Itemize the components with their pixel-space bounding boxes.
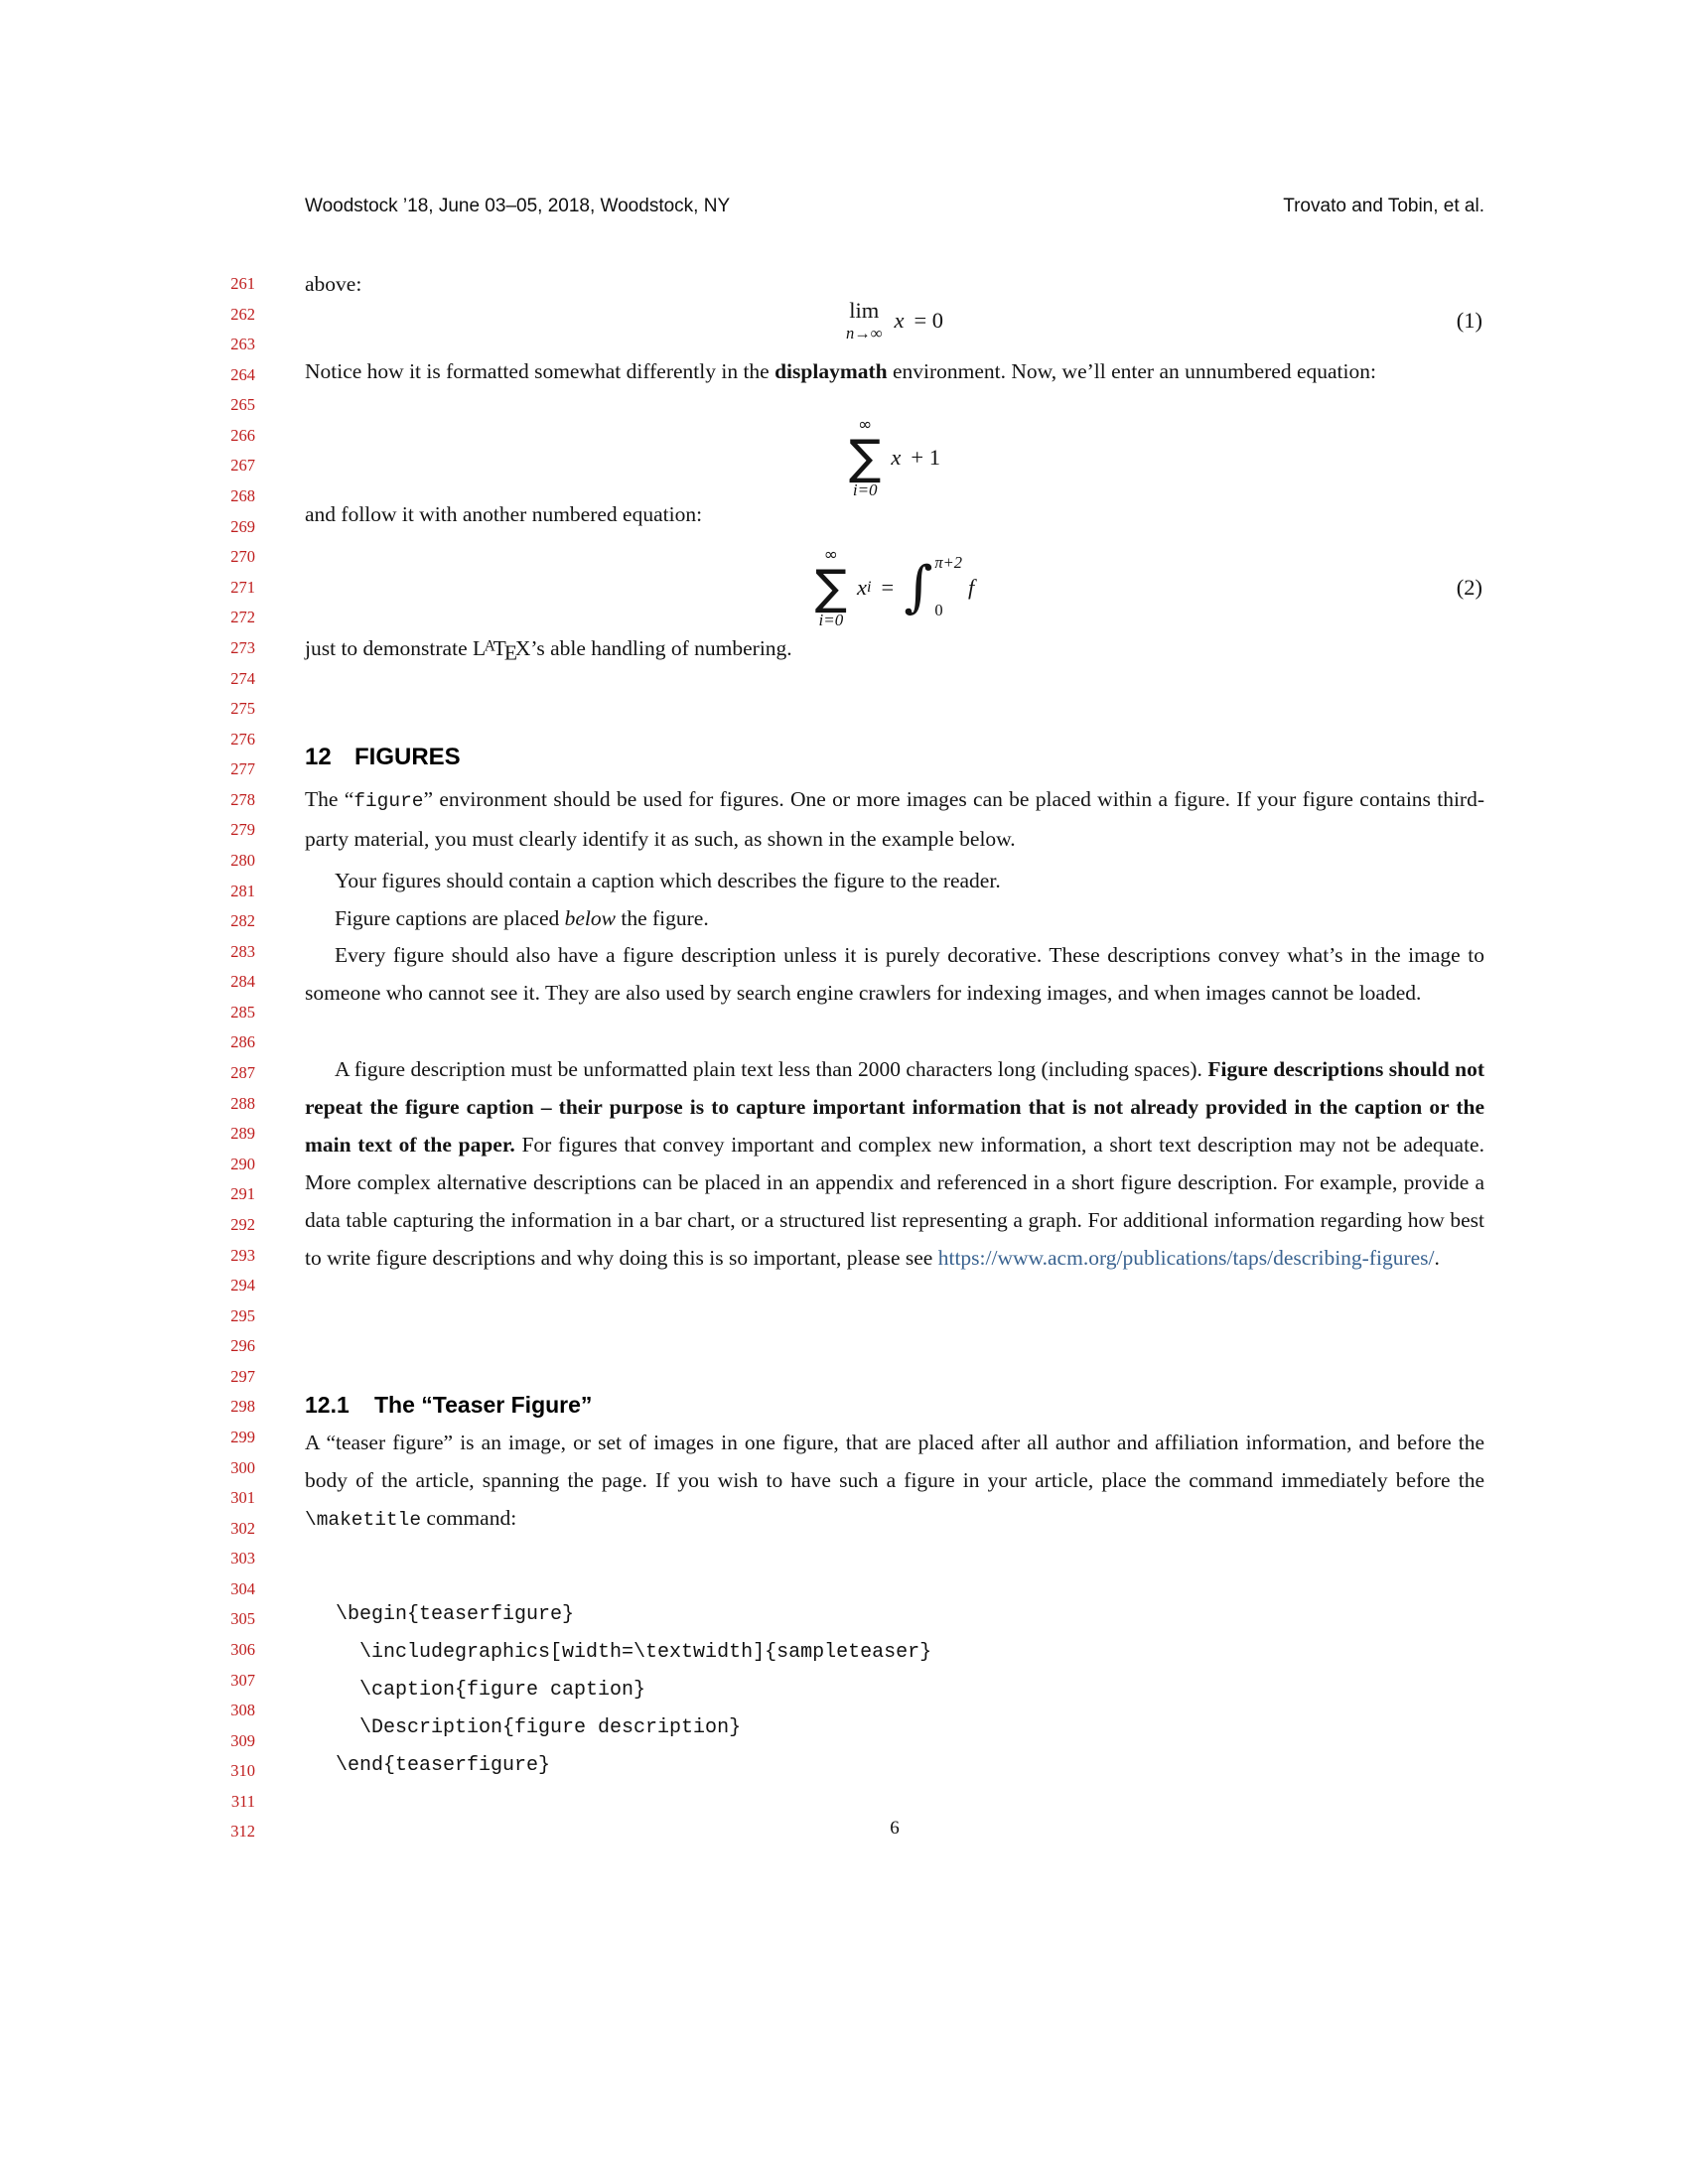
line-number: 269	[230, 516, 255, 536]
line-number: 262	[230, 304, 255, 324]
line-number: 265	[230, 395, 255, 415]
eq2-subscript: i	[867, 579, 872, 596]
paragraph-notice	[305, 352, 1484, 390]
line-number: 294	[230, 1276, 255, 1296]
line-number: 261	[230, 274, 255, 293]
sigma-glyph-2: ∑	[814, 559, 848, 615]
line-number: 263	[230, 335, 255, 354]
line-number: 290	[230, 1154, 255, 1173]
integral-glyph: ∫	[904, 555, 933, 619]
line-number: 268	[230, 486, 255, 506]
line-number: 293	[230, 1245, 255, 1265]
equation-2-number: (2)	[1456, 575, 1482, 600]
just-text-end: ’s able handling of numbering.	[530, 636, 792, 660]
paragraph-captions: Figure captions are placed below the figure.	[335, 906, 709, 930]
line-number: 296	[230, 1336, 255, 1356]
line-number: 285	[230, 1002, 255, 1022]
sum2-upper-limit: ∞	[823, 544, 838, 565]
displaymath-bold: displaymath	[774, 359, 888, 383]
eq1-rhs: = 0	[914, 308, 944, 333]
line-number: 289	[230, 1124, 255, 1144]
line-number: 307	[230, 1670, 255, 1690]
line-number: 302	[230, 1518, 255, 1538]
subsection-heading-teaser	[305, 1389, 592, 1421]
lim-limits: n→∞	[845, 324, 883, 342]
line-number: 264	[230, 364, 255, 384]
line-number: 287	[230, 1063, 255, 1083]
code-line: \Description{figure description}	[336, 1716, 742, 1739]
line-number: 309	[230, 1730, 255, 1750]
line-number: 276	[230, 729, 255, 749]
line-number: 297	[230, 1366, 255, 1386]
sum-operator	[849, 414, 882, 500]
notice-text: Notice how it is formatted somewhat differently in the	[305, 359, 775, 383]
line-number: 277	[230, 759, 255, 779]
code-line: \includegraphics[width=\textwidth]{sampleteaser}	[336, 1641, 932, 1664]
describing-figures-link[interactable]: https://www.acm.org/publications/taps/describing-figures/	[937, 1246, 1435, 1270]
line-number: 305	[230, 1609, 255, 1629]
paragraph-your-figures: Your figures should contain a caption which describes the figure to the reader.	[335, 869, 1001, 892]
line-number: 280	[230, 850, 255, 870]
sigma-glyph: ∑	[849, 429, 882, 485]
just-text: just to demonstrate	[305, 636, 473, 660]
header-authors: Trovato and Tobin, et al.	[1283, 196, 1484, 216]
sum-variable: x	[891, 445, 902, 470]
paragraph-figure-env: The “figure” environment should be used for figures. One or more images can be placed within a figure. If your figure contains third-party material, you must clearly identify it as such, as shown in the example below.	[305, 787, 1484, 851]
notice-text-end: environment. Now, we’ll enter an unnumbered equation:	[887, 359, 1376, 383]
paragraph-follow: and follow it with another numbered equation:	[305, 502, 703, 526]
line-number: 283	[230, 941, 255, 961]
line-number: 279	[230, 820, 255, 840]
line-number: 308	[230, 1701, 255, 1720]
line-number: 303	[230, 1549, 255, 1569]
line-number: 306	[230, 1640, 255, 1660]
sum-upper-limit: ∞	[858, 414, 873, 435]
line-number: 295	[230, 1305, 255, 1325]
paragraph-teaser: A “teaser figure” is an image, or set of images in one figure, that are placed after all author and affiliation information, and before the body of the article, spanning the page. If you wish to have such a figure in your article, place the command immediately before the \maketitle command:	[305, 1431, 1484, 1531]
equation-sum-unnumbered	[305, 412, 1484, 503]
line-number: 281	[230, 881, 255, 900]
section-heading-figures	[305, 742, 461, 773]
line-number: 282	[230, 911, 255, 931]
equation-1	[305, 292, 1484, 349]
line-number-column	[169, 269, 255, 1847]
subsection-title: The “Teaser Figure”	[374, 1392, 593, 1418]
line-number: 312	[230, 1822, 255, 1842]
header-conference: Woodstock ’18, June 03–05, 2018, Woodstock, NY	[305, 196, 731, 216]
equals-sign: =	[881, 575, 895, 600]
line-number: 284	[230, 972, 255, 992]
lim-operator	[845, 297, 883, 342]
paragraph-description: A figure description must be unformatted plain text less than 2000 characters long (including spaces). Figure descriptions should not repeat the figure caption – their purpose is to capture important information that is not already provided in the caption or the main text of the paper. For figures that convey important and complex new information, a short text description may not be adequate. More complex alternative descriptions can be placed in an appendix and referenced in a short figure description. For example, provide a data table capturing the information in a bar chart, or a structured list representing a graph. For additional information regarding how best to write figure descriptions and why doing this is so important, please see https://www.acm.org/publications/taps/describing-figures/.	[305, 1057, 1484, 1270]
line-number: 266	[230, 425, 255, 445]
line-number: 298	[230, 1397, 255, 1417]
integral-operator	[904, 549, 962, 626]
line-number: 271	[230, 577, 255, 597]
sum-rhs: + 1	[911, 445, 940, 470]
line-number: 301	[230, 1488, 255, 1508]
paragraph-above: above:	[305, 272, 362, 296]
line-number: 291	[230, 1184, 255, 1204]
subsection-number: 12.1	[305, 1392, 350, 1418]
code-line: \caption{figure caption}	[336, 1679, 646, 1702]
line-number: 274	[230, 668, 255, 688]
line-number: 275	[230, 699, 255, 719]
figure-inline-code: figure	[353, 790, 424, 812]
integrand-f: f	[968, 575, 975, 600]
integral-upper-limit: π+2	[934, 553, 963, 572]
description-bold-text: Figure descriptions should not repeat the figure caption – their purpose is to capture important information that is not already provided in the caption or the main text of the paper.	[305, 1057, 1484, 1157]
equation-2	[305, 541, 1484, 634]
teaserfigure-code-listing	[336, 1596, 931, 1785]
page-number: 6	[890, 1818, 900, 1839]
latex-logo: LATEX	[473, 636, 531, 665]
sum-operator-2	[814, 544, 848, 630]
eq1-variable: x	[894, 308, 905, 333]
line-number: 270	[230, 547, 255, 567]
line-number: 310	[230, 1761, 255, 1781]
line-number: 292	[230, 1214, 255, 1234]
code-line: \end{teaserfigure}	[336, 1754, 551, 1777]
sum2-lower-limit: i=0	[818, 611, 844, 630]
line-number: 311	[230, 1791, 255, 1811]
equation-1-number: (1)	[1456, 308, 1482, 333]
section-title: FIGURES	[354, 744, 461, 770]
line-number: 304	[230, 1578, 255, 1598]
code-line: \begin{teaserfigure}	[336, 1603, 575, 1626]
line-number: 267	[230, 456, 255, 476]
line-number: 300	[230, 1457, 255, 1477]
eq2-variable: x	[857, 575, 868, 600]
lim-word: lim	[849, 297, 880, 323]
integral-lower-limit: 0	[934, 601, 943, 619]
line-number: 272	[230, 608, 255, 627]
line-number: 288	[230, 1093, 255, 1113]
line-number: 299	[230, 1427, 255, 1446]
line-number: 278	[230, 789, 255, 809]
section-number: 12	[305, 744, 332, 770]
below-italic: below	[564, 906, 616, 930]
sum-lower-limit: i=0	[852, 480, 878, 500]
line-number: 273	[230, 637, 255, 657]
paragraph-every-figure: Every figure should also have a figure description unless it is purely decorative. These descriptions convey what’s in the image to someone who cannot see it. They are also used by search engine crawlers for indexing images, and when images cannot be loaded.	[305, 943, 1484, 1005]
maketitle-inline-code: \maketitle	[305, 1509, 422, 1531]
line-number: 286	[230, 1032, 255, 1052]
paragraph-just	[305, 629, 1484, 670]
